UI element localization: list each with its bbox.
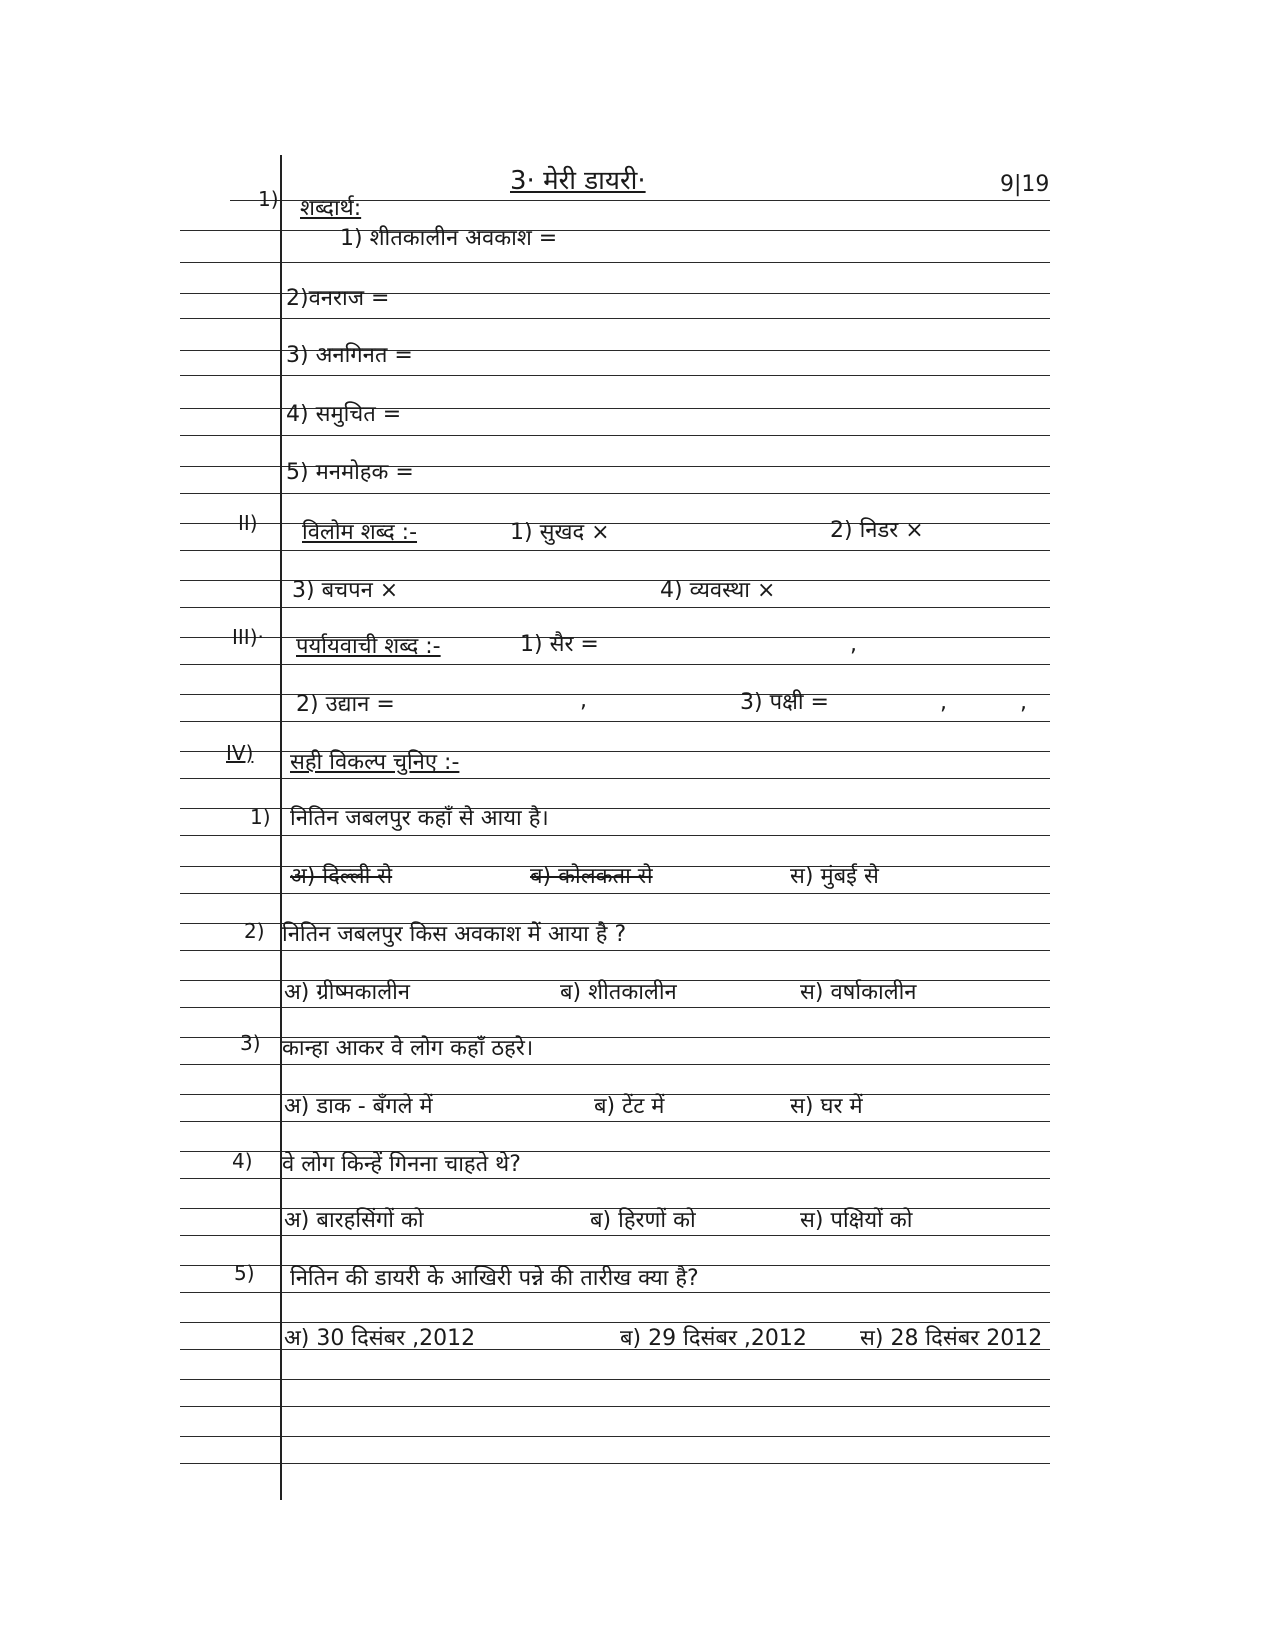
ruled-line [180,664,1050,665]
ruled-line [180,493,1050,494]
list-item: 1) सुखद × [510,520,610,545]
list-item: 3) पक्षी = [740,690,829,715]
option-c: स) वर्षाकालीन [800,980,917,1005]
question-text: नितिन जबलपुर किस अवकाश में आया है ? [282,922,627,947]
ruled-line [180,607,1050,608]
ruled-line [180,950,1050,951]
option-a: अ) 30 दिसंबर ,2012 [284,1326,476,1351]
question-number: 2) [244,919,265,943]
ruled-line [180,550,1050,551]
ruled-line [180,1406,1050,1407]
section-heading: शब्दार्थ: [300,196,362,221]
list-item: 4) समुचित = [286,402,402,427]
section-heading: सही विकल्प चुनिए :- [290,750,460,775]
ruled-line [180,1379,1050,1380]
list-item: 3) अनगिनत = [286,343,413,368]
section-marker: IV) [226,741,254,765]
comma-blank: , [850,632,857,657]
section-heading: विलोम शब्द :- [302,520,418,545]
ruled-line [180,230,1050,231]
ruled-line [180,1178,1050,1179]
comma-blank: , [580,688,587,713]
question-text: नितिन की डायरी के आखिरी पन्ने की तारीख क्या है? [290,1266,699,1291]
ruled-line [180,318,1050,319]
ruled-line [180,1322,1050,1323]
ruled-line [180,1121,1050,1122]
option-b: ब) शीतकालीन [560,980,677,1005]
ruled-line [180,262,1050,263]
list-item: 4) व्यवस्था × [660,578,776,603]
margin-line [280,155,282,1500]
option-c: स) पक्षियों को [800,1208,913,1233]
ruled-line [180,1292,1050,1293]
option-c: स) 28 दिसंबर 2012 [860,1326,1043,1351]
ruled-line [180,1064,1050,1065]
list-item: 2)वनराज = [286,286,390,311]
option-c: स) मुंबई से [790,864,879,889]
ruled-line [180,1235,1050,1236]
section-marker: II) [238,511,258,535]
comma-blank: , [940,690,947,715]
page-reference: 9|19 [1000,172,1050,197]
question-text: कान्हा आकर वे लोग कहाँ ठहरे। [282,1036,534,1061]
question-text: वे लोग किन्हें गिनना चाहते थे? [282,1152,521,1177]
question-text: नितिन जबलपुर कहाँ से आया है। [290,806,549,831]
section-heading: पर्यायवाची शब्द :- [296,634,441,659]
option-b: ब) हिरणों को [590,1208,696,1233]
option-a: अ) दिल्ली से [290,864,393,889]
ruled-line [180,835,1050,836]
list-item: 3) बचपन × [292,578,399,603]
comma-blank: , [1020,690,1027,715]
list-item: 1) शीतकालीन अवकाश = [340,226,558,251]
list-item: 2) उद्यान = [296,692,395,717]
option-a: अ) ग्रीष्मकालीन [284,980,411,1005]
option-c: स) घर में [790,1094,863,1119]
section-marker: III)· [232,625,264,649]
ruled-line [180,778,1050,779]
question-number: 1) [250,805,271,829]
option-a: अ) बारहसिंगों को [284,1208,424,1233]
question-number: 4) [232,1149,253,1173]
question-number: 3) [240,1031,261,1055]
list-item: 1) सैर = [520,632,599,657]
option-a: अ) डाक - बँगले में [284,1094,433,1119]
ruled-line [180,1436,1050,1437]
option-b: ब) टेंट में [594,1094,665,1119]
page-title: 3· मेरी डायरी· [510,166,646,196]
ruled-line [180,721,1050,722]
ruled-line [180,375,1050,376]
option-b: ब) कोलकता से [530,864,653,889]
ruled-line [180,435,1050,436]
list-item: 5) मनमोहक = [286,460,414,485]
ruled-line [180,893,1050,894]
ruled-line [180,1007,1050,1008]
list-item: 2) निडर × [830,518,924,543]
section-marker: 1) [258,187,279,211]
ruled-line [180,1463,1050,1464]
question-number: 5) [234,1261,255,1285]
option-b: ब) 29 दिसंबर ,2012 [620,1326,807,1351]
